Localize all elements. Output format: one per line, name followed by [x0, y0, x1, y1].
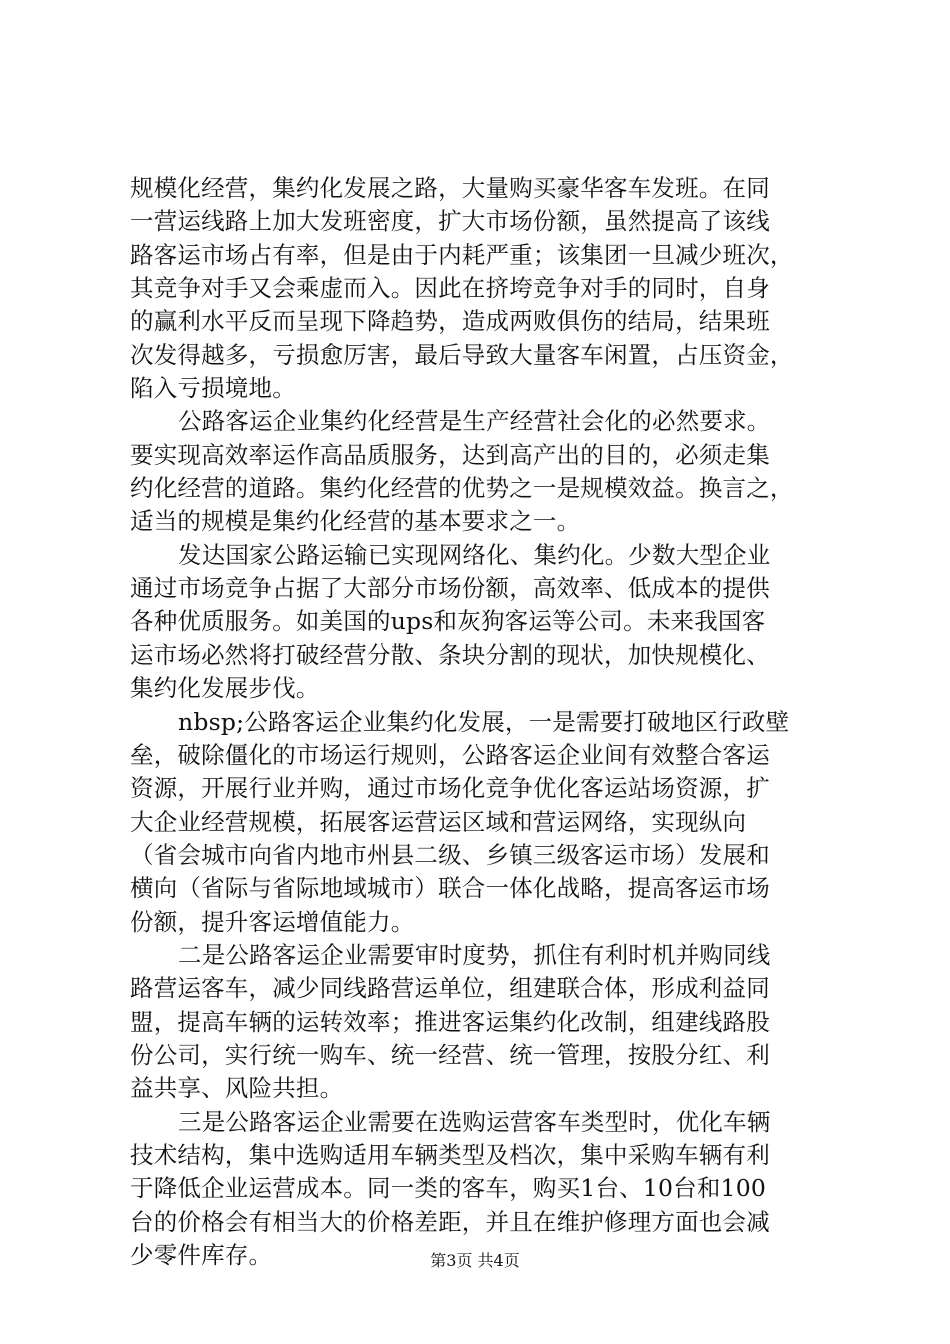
page-footer: 第3页 共4页 — [430, 1251, 520, 1270]
text-line: 陷入亏损境地。 — [130, 374, 296, 403]
text-line: 发达国家公路运输已实现网络化、集约化。少数大型企业 — [178, 540, 771, 569]
text-line: 要实现高效率运作高品质服务，达到高产出的目的，必须走集 — [130, 440, 770, 469]
text-line: 三是公路客运企业需要在选购运营客车类型时，优化车辆 — [178, 1107, 771, 1136]
text-line: 的赢利水平反而呈现下降趋势，造成两败俱伤的结局，结果班 — [130, 307, 770, 336]
text-line: 大企业经营规模，拓展客运营运区域和营运网络，实现纵向 — [130, 807, 747, 836]
text-line: 份公司，实行统一购车、统一经营、统一管理，按股分红、利 — [130, 1040, 770, 1069]
text-line: 益共享、风险共担。 — [130, 1074, 344, 1103]
text-line: 技术结构，集中选购适用车辆类型及档次，集中采购车辆有利 — [130, 1140, 770, 1169]
text-line: 运市场必然将打破经营分散、条块分割的现状，加快规模化、 — [130, 640, 770, 669]
text-line: 于降低企业运营成本。同一类的客车，购买1台、10台和100 — [130, 1174, 767, 1203]
text-line: 二是公路客运企业需要审时度势，抓住有利时机并购同线 — [178, 940, 771, 969]
text-line: 少零件库存。 — [130, 1241, 273, 1269]
text-line: 适当的规模是集约化经营的基本要求之一。 — [130, 507, 581, 536]
text-line: 公路客运企业集约化经营是生产经营社会化的必然要求。 — [178, 407, 771, 436]
text-line: 份额，提升客运增值能力。 — [130, 907, 415, 936]
text-line: （省会城市向省内地市州县二级、乡镇三级客运市场）发展和 — [130, 840, 770, 869]
text-line: nbsp;公路客运企业集约化发展，一是需要打破地区行政壁 — [178, 707, 790, 736]
document-body — [130, 172, 835, 1272]
text-line: 通过市场竞争占据了大部分市场份额，高效率、低成本的提供 — [130, 574, 770, 603]
text-line: 规模化经营，集约化发展之路，大量购买豪华客车发班。在同 — [130, 174, 770, 202]
text-line: 路客运市场占有率，但是由于内耗严重；该集团一旦减少班次， — [130, 240, 794, 269]
text-line: 资源，开展行业并购，通过市场化竞争优化客运站场资源，扩 — [130, 774, 770, 803]
text-line: 次发得越多，亏损愈厉害，最后导致大量客车闲置，占压资金， — [130, 340, 794, 369]
text-line: 集约化发展步伐。 — [130, 674, 320, 703]
text-line: 台的价格会有相当大的价格差距，并且在维护修理方面也会减 — [130, 1207, 770, 1236]
text-line: 横向（省际与省际地域城市）联合一体化战略，提高客运市场 — [130, 874, 770, 903]
text-line: 各种优质服务。如美国的ups和灰狗客运等公司。未来我国客 — [130, 607, 766, 636]
text-line: 约化经营的道路。集约化经营的优势之一是规模效益。换言之， — [130, 474, 794, 503]
text-line: 路营运客车，减少同线路营运单位，组建联合体，形成利益同 — [130, 974, 770, 1003]
text-line: 盟，提高车辆的运转效率；推进客运集约化改制，组建线路股 — [130, 1007, 770, 1036]
text-line: 一营运线路上加大发班密度，扩大市场份额，虽然提高了该线 — [130, 207, 770, 236]
text-line: 垒，破除僵化的市场运行规则，公路客运企业间有效整合客运 — [130, 740, 770, 769]
text-line: 其竞争对手又会乘虚而入。因此在挤垮竞争对手的同时，自身 — [130, 274, 770, 303]
